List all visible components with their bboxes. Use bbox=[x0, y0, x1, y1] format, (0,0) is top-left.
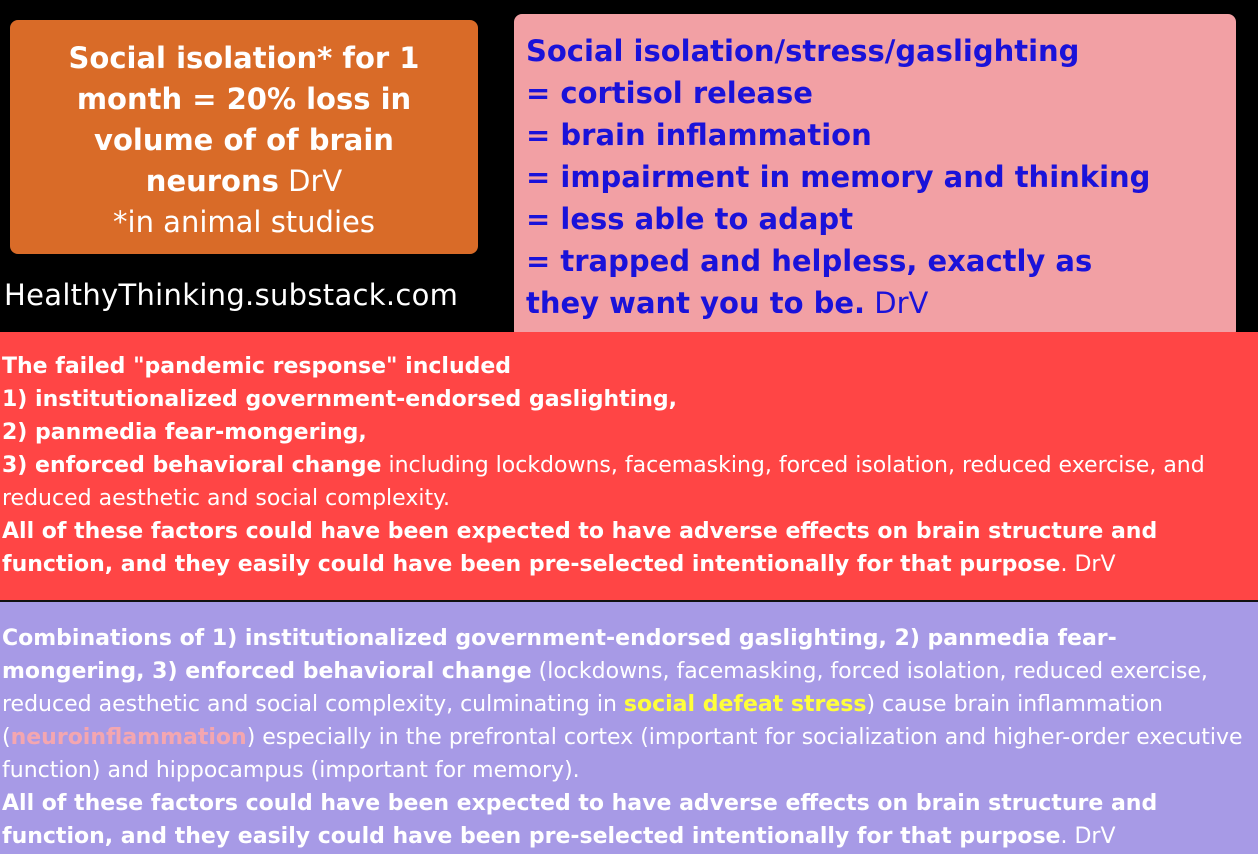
orange-line-2: month = 20% loss in bbox=[76, 82, 412, 116]
purple-intro-bold: Combinations of 1) institutionalized government-endorsed gaslighting, 2) panmedia fear-mongering, 3) enforced behavioral change bbox=[2, 626, 1117, 684]
pink-line-1: Social isolation/stress/gaslighting bbox=[526, 34, 1080, 68]
red-section bbox=[0, 332, 1258, 600]
social-defeat-stress-highlight: social defeat stress bbox=[623, 692, 867, 717]
red-item-3-bold: 3) enforced behavioral change bbox=[2, 453, 382, 478]
red-conclusion bbox=[2, 515, 1258, 581]
pink-line-5: = less able to adapt bbox=[526, 202, 854, 236]
red-item-3 bbox=[2, 449, 1258, 515]
orange-callout-box bbox=[10, 20, 478, 254]
purple-signature: . DrV bbox=[1060, 824, 1116, 849]
orange-line-1: Social isolation* for 1 bbox=[68, 41, 420, 75]
neuroinflammation-highlight: neuroinflammation bbox=[10, 725, 247, 750]
red-item-1: 1) institutionalized government-endorsed gaslighting, bbox=[2, 387, 677, 412]
pink-signature: DrV bbox=[865, 286, 929, 320]
orange-line-4 bbox=[10, 161, 478, 202]
orange-signature: DrV bbox=[278, 164, 343, 198]
red-intro: The failed "pandemic response" included bbox=[2, 354, 512, 379]
pink-line-7-bold: they want you to be. bbox=[526, 286, 866, 320]
red-item-2: 2) panmedia fear-mongering, bbox=[2, 420, 367, 445]
pink-line-2: = cortisol release bbox=[526, 76, 813, 110]
orange-line-4-bold: neurons bbox=[145, 164, 279, 198]
purple-paragraph bbox=[2, 622, 1258, 787]
pink-line-4: = impairment in memory and thinking bbox=[526, 160, 1151, 194]
pink-line-6: = trapped and helpless, exactly as bbox=[526, 244, 1093, 278]
red-item-3-rest: including lockdowns, facemasking, forced isolation, reduced exercise, and reduced aesthetic and social complexity. bbox=[2, 453, 1205, 511]
purple-section bbox=[0, 602, 1258, 854]
purple-conclusion bbox=[2, 787, 1258, 853]
purple-text-3: ) especially in the prefrontal cortex (important for socialization and higher-order executive function) and hippocampus (important for memory). bbox=[2, 725, 1243, 783]
purple-text-2: ) cause brain inflammation ( bbox=[2, 692, 1163, 750]
pink-line-3: = brain inflammation bbox=[526, 118, 872, 152]
pink-callout-box bbox=[514, 14, 1236, 339]
site-url: HealthyThinking.substack.com bbox=[4, 278, 459, 312]
purple-conclusion-bold: All of these factors could have been expected to have adverse effects on brain structure and function, and they easily could have been pre-selected intentionally for that purpose bbox=[2, 791, 1158, 849]
red-signature: . DrV bbox=[1060, 552, 1116, 577]
pink-line-7 bbox=[526, 282, 1236, 324]
orange-line-3: volume of of brain bbox=[94, 123, 394, 157]
purple-text-1: (lockdowns, facemasking, forced isolation, reduced exercise, reduced aesthetic and social complexity, culminating in bbox=[2, 659, 1208, 717]
orange-footnote: *in animal studies bbox=[113, 205, 375, 239]
red-conclusion-bold: All of these factors could have been expected to have adverse effects on brain structure and function, and they easily could have been pre-selected intentionally for that purpose bbox=[2, 519, 1158, 577]
